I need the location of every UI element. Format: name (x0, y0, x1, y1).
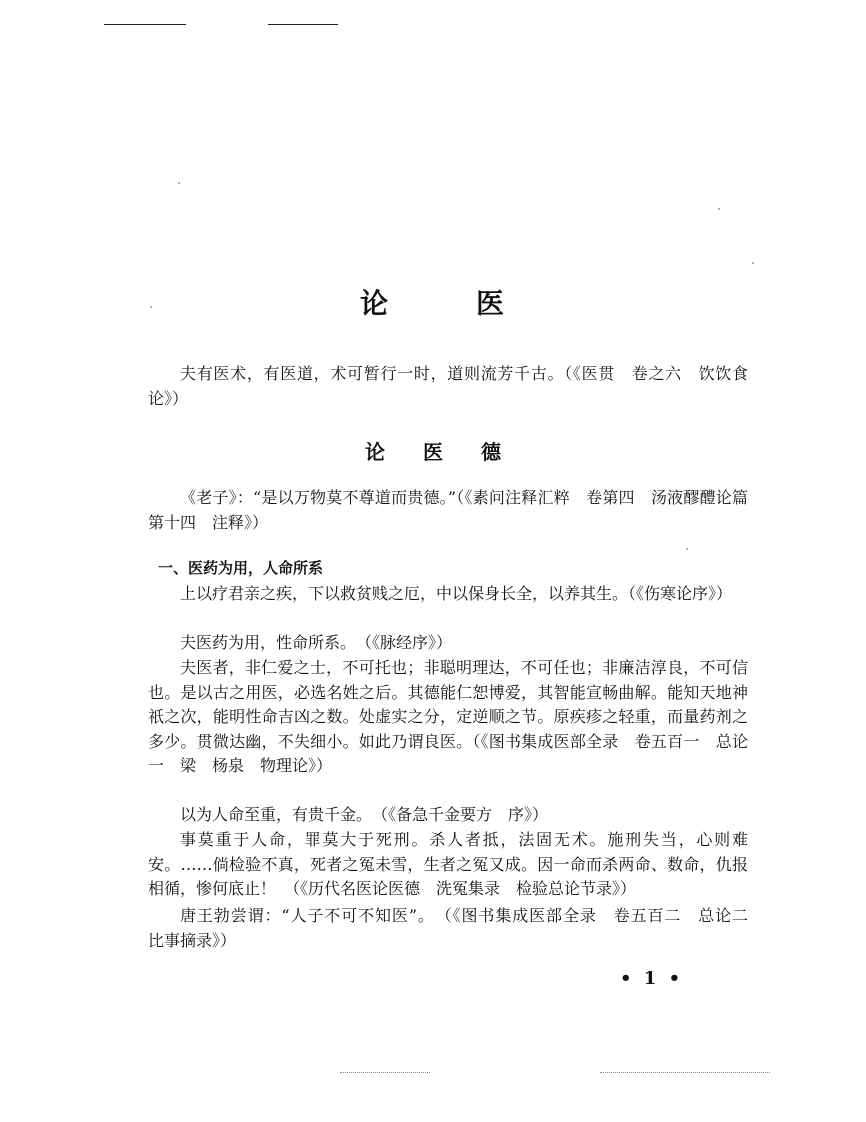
scan-speck (718, 208, 720, 210)
paragraph-1: 上以疗君亲之疾，下以救贫贱之厄，中以保身长全，以养其生。（《伤寒论序》） (180, 584, 733, 603)
section-title-char-3: 德 (481, 440, 501, 464)
scan-noise-dots-left (340, 1072, 430, 1074)
page-title-char-2: 医 (476, 287, 507, 320)
laozi-quote-paragraph: 《老子》：“是以万物莫不尊道而贵德。”（《素问注释汇粹 卷第四 汤液醪醴论篇第十四 注释》） (148, 488, 748, 532)
paragraph-4: 以为人命至重，有贵千金。 （《备急千金要方 序》） (180, 805, 549, 824)
subheading: 一、医药为用，人命所系 (158, 559, 324, 577)
paragraph-3: 夫医者，非仁爱之士，不可托也；非聪明理达，不可任也；非廉洁淳良，不可信也。是以古之用医，必选名姓之后。其德能仁恕博爱，其智能宣畅曲解。能知天地神祇之次，能明性命吉凶之数。处虚实之分，定逆顺之节。原疾疹之轻重，而量药剂之多少。贯微达幽，不失细小。如此乃谓良医。（《图书集成医部全录 卷五百一 总论一 梁 杨泉 物理论》） (148, 658, 748, 775)
paragraph-6: 唐王勃尝谓：“人子不可不知医”。 （《图书集成医部全录 卷五百二 总论二 比事摘录》） (148, 906, 765, 950)
section-title-char-2: 医 (423, 440, 443, 464)
intro-paragraph: 夫有医术，有医道，术可暂行一时，道则流芳千古。（《医贯 卷之六 饮饮食论》） (148, 364, 748, 408)
paragraph-2: 夫医药为用，性命所系。 （《脉经序》） (180, 633, 453, 652)
scan-speck (752, 262, 754, 264)
top-rule-left (104, 24, 186, 25)
page-title (0, 282, 866, 322)
section-title-char-1: 论 (365, 440, 385, 464)
scan-noise-dots-right (600, 1072, 770, 1074)
top-rule-right (268, 24, 338, 25)
page-number: • 1 • (620, 968, 684, 989)
scan-speck (178, 182, 180, 184)
scan-speck (150, 306, 152, 308)
scan-speck (686, 548, 688, 550)
page-title-char-1: 论 (359, 287, 390, 320)
section-title (0, 436, 866, 465)
paragraph-5: 事莫重于人命，罪莫大于死刑。杀人者抵，法固无术。施刑失当，心则难安。……倘检验不真，死者之冤未雪，生者之冤又成。因一命而杀两命、数命，仇报相循，惨何底止！ （《历代名医论医德 洗冤集录 检验总论节录》） (148, 830, 748, 898)
